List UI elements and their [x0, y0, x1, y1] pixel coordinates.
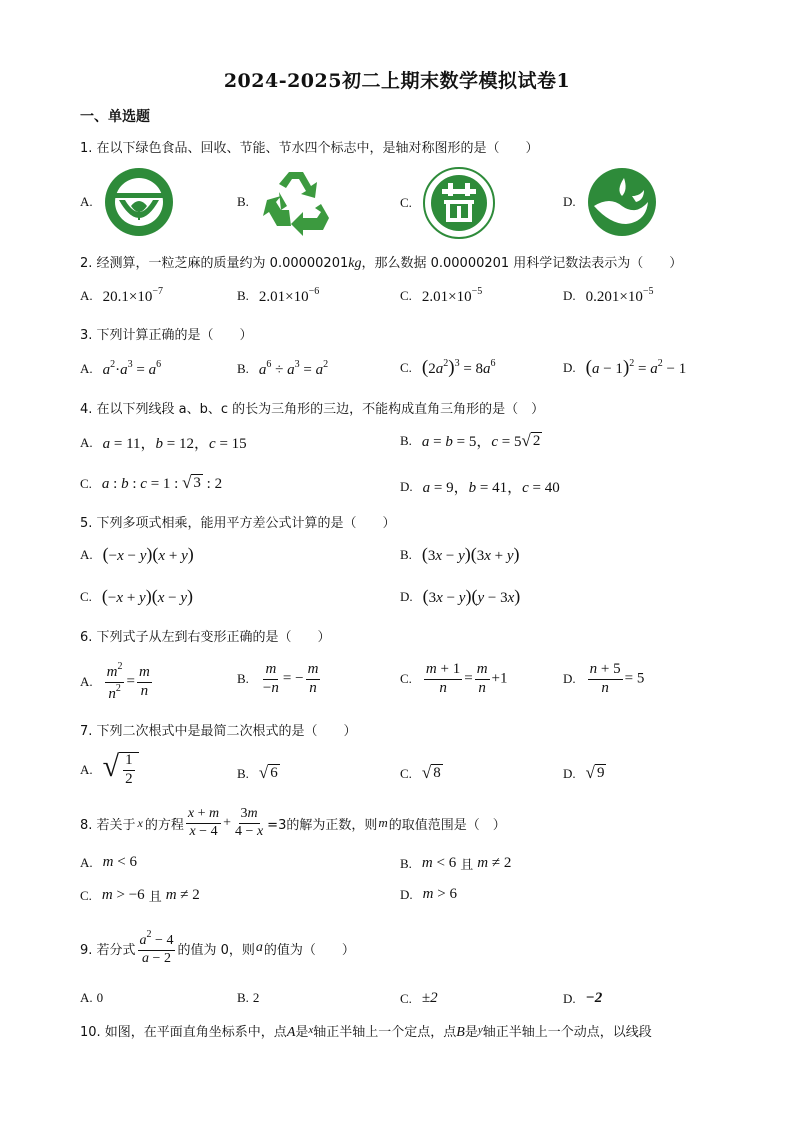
question-8-option-d[interactable]: D. m > 6 [400, 886, 457, 902]
recycle-logo-icon [259, 166, 333, 238]
question-1-option-d[interactable] [563, 166, 658, 238]
question-2-option-c[interactable]: C. $2.01\times 10^{-5}$ [400, 286, 483, 305]
option-label: C. [400, 195, 412, 210]
question-5-option-b[interactable]: B. (3x − y)(3x + y) [400, 544, 520, 564]
question-8-option-b[interactable]: B. m < 6 且 m ≠ 2 [400, 855, 512, 873]
question-4-option-b[interactable]: B. a = b = 5，c = 5 √ 2 [400, 431, 541, 450]
question-3-option-d[interactable]: D. $(a - 1)^2 = a^2 - 1$ [563, 357, 687, 378]
question-5-option-d[interactable]: D. (3x − y)(y − 3x) [400, 586, 521, 606]
question-2-option-a[interactable]: A. $20.1\times 10^{-7}$ [80, 286, 163, 305]
question-7-option-b[interactable]: B. √ 6 [237, 763, 278, 782]
question-4-option-a[interactable]: A. a = 11，b = 12，c = 15 [80, 434, 247, 452]
question-6-option-c[interactable]: C. $\frac{m + 1}{n}$ = $\frac{m}{n}$ +1 [400, 661, 508, 696]
question-6-option-b[interactable]: B. $\frac{m}{-n}$ = − $\frac{m}{n}$ [237, 661, 319, 696]
question-3-stem: 3. 下列计算正确的是（ ） [80, 328, 253, 343]
question-9-option-b[interactable]: B. 2 [237, 990, 260, 1005]
question-7-option-a[interactable]: A. √ $\frac{1}{2}$ [80, 752, 139, 788]
question-8-option-a[interactable]: A. m < 6 [80, 854, 137, 870]
question-8-stem: 8. 若关于 x 的方程 $\frac{x + m}{x - 4}$ + $\frac{3m}{4 - x}$ =3的解为正数，则 m 的取值范围是（ ） [80, 806, 506, 839]
question-9-option-a[interactable]: A. 0 [80, 990, 104, 1005]
question-4-stem: 4. 在以下列线段 a、b、c 的长为三角形的三边，不能构成直角三角形的是（ ） [80, 402, 545, 417]
question-1-option-c[interactable] [400, 166, 496, 240]
question-8-option-c[interactable]: C. m > −6 且 m ≠ 2 [80, 887, 200, 905]
energy-saving-logo-icon [422, 166, 496, 240]
question-5-option-a[interactable]: A. (−x − y)(x + y) [80, 544, 194, 564]
question-7-option-c[interactable]: C. √ 8 [400, 763, 441, 782]
question-7-option-d[interactable]: D. √ 9 [563, 763, 605, 782]
option-label: A. [80, 194, 93, 209]
question-4-option-c[interactable]: C. a : b : c = 1 : √ 3 : 2 [80, 473, 223, 492]
water-saving-logo-icon [586, 166, 658, 238]
question-10-stem: 10. 如图，在平面直角坐标系中，点A是$^x$轴正半轴上一个定点，点B是$^y$轴正半轴上一个动点，以线段 [80, 1024, 652, 1040]
question-5-option-c[interactable]: C. (−x + y)(x − y) [80, 586, 194, 606]
question-6-option-a[interactable]: A. $\frac{m^2}{n^2}$ = $\frac{m}{n}$ [80, 661, 150, 702]
question-1-option-b[interactable] [237, 166, 333, 238]
question-3-option-a[interactable]: A. $a^2\cdot a^3 = a^6$ [80, 359, 162, 378]
section-heading: 一、单选题 [80, 109, 150, 125]
question-2-stem: 2. 经测算，一粒芝麻的质量约为 0.00000201kg，那么数据 0.00000201 用科学记数法表示为（ ） [80, 256, 683, 271]
question-1-stem: 1. 在以下绿色食品、回收、节能、节水四个标志中，是轴对称图形的是（ ） [80, 141, 539, 156]
question-1-option-a[interactable] [80, 166, 175, 238]
question-2-option-d[interactable]: D. $0.201\times 10^{-5}$ [563, 286, 654, 305]
question-3-option-b[interactable]: B. $a^6 \div a^3 = a^2$ [237, 359, 329, 378]
question-6-stem: 6. 下列式子从左到右变形正确的是（ ） [80, 630, 331, 645]
question-9-option-c[interactable]: C. ±2 [400, 990, 438, 1006]
question-3-option-c[interactable]: C. $(2a^2)^3 = 8a^6$ [400, 357, 496, 378]
green-food-logo-icon [103, 166, 175, 238]
option-label: D. [563, 194, 576, 209]
option-label: B. [237, 194, 249, 209]
question-2-option-b[interactable]: B. $2.01\times 10^{-6}$ [237, 286, 320, 305]
question-9-option-d[interactable]: D. −2 [563, 990, 603, 1006]
question-7-stem: 7. 下列二次根式中是最简二次根式的是（ ） [80, 724, 357, 739]
question-9-stem: 9. 若分式 $\frac{a^2 - 4}{a - 2}$ 的值为 0，则 a 的值为（ ） [80, 929, 355, 966]
question-6-option-d[interactable]: D. $\frac{n + 5}{n}$ = 5 [563, 661, 645, 696]
question-4-option-d[interactable]: D. a = 9，b = 41，c = 40 [400, 478, 560, 496]
page-title: 2024-2025初二上期末数学模拟试卷1 [223, 70, 571, 92]
question-5-stem: 5. 下列多项式相乘，能用平方差公式计算的是（ ） [80, 516, 396, 531]
